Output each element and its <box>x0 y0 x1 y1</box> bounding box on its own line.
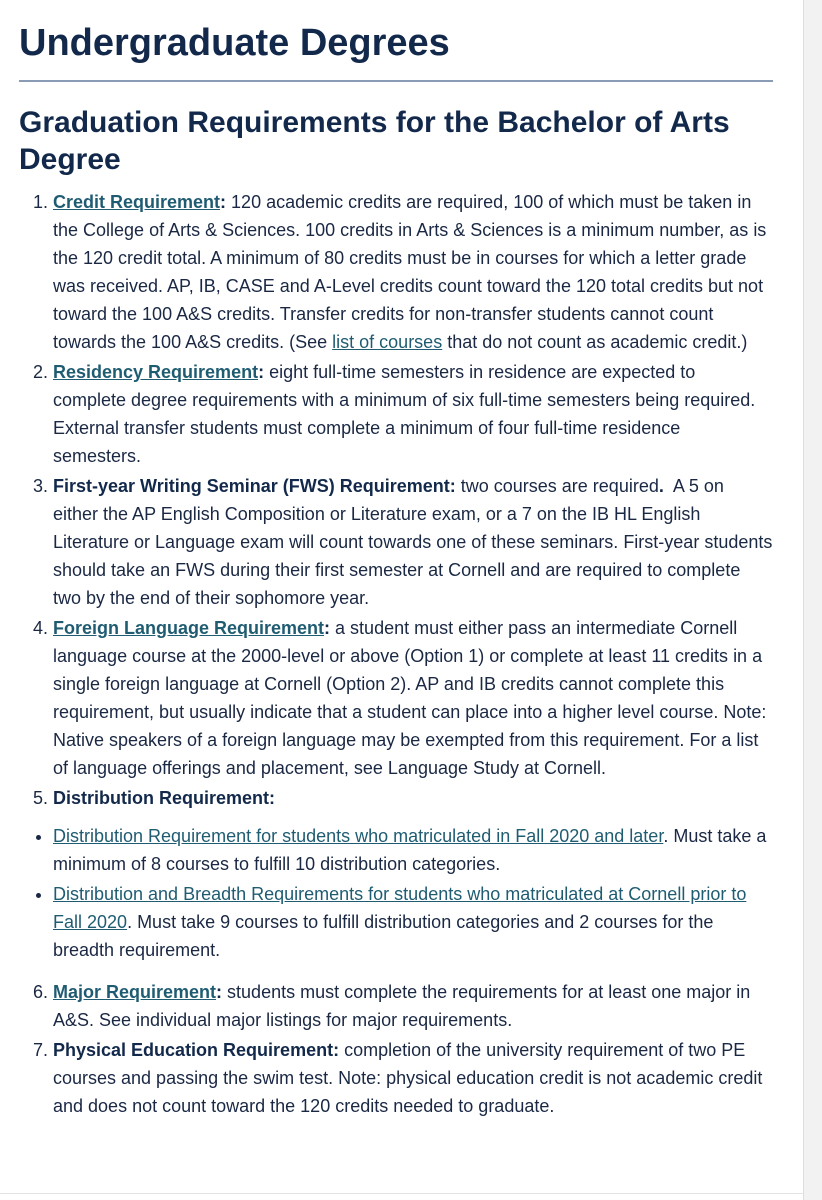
divider <box>0 1193 804 1194</box>
fws-requirement-text: two courses are required <box>460 476 659 496</box>
foreign-language-requirement-link[interactable]: Foreign Language Requirement <box>53 618 325 638</box>
bullet-text: . Must take 9 courses to fulfill distribution categories and 2 courses for the breadth requirement. <box>53 912 714 960</box>
distribution-fall-2020-link[interactable]: Distribution Requirement for students who matriculated in Fall 2020 and later <box>53 826 664 846</box>
section-heading: Graduation Requirements for the Bachelor of Arts Degree <box>19 106 730 176</box>
major-requirement-text: students must complete the requirements for at least one major in A&S. See individual major listings for major requirements. <box>53 982 751 1030</box>
distribution-breadth-prior-link[interactable]: Distribution and Breadth Requirements for students who matriculated at Cornell prior to Fall 2020 <box>53 884 747 932</box>
vertical-scrollbar[interactable] <box>803 0 822 1200</box>
colon: : <box>324 618 331 638</box>
colon: : <box>258 362 265 382</box>
major-requirement-link[interactable]: Major Requirement <box>53 982 217 1002</box>
list-of-courses-link[interactable]: list of courses <box>332 332 443 352</box>
credit-requirement-text: 120 academic credits are required, 100 of which must be taken in the College of Arts & Sciences. 100 credits in Arts & Sciences is a minimum number, as is the 120 credit total. A minimum of 80 credits must be in courses for which a letter grade was received. AP, IB, CASE and A-Level credits count toward the 120 total credits but not toward the 100 A&S credits. Transfer credits for non-transfer students cannot count towards the 100 A&S credits. (See <box>53 192 767 352</box>
bullet-item <box>53 822 773 878</box>
list-item-residency <box>53 358 773 470</box>
period: . <box>658 476 664 496</box>
residency-requirement-link[interactable]: Residency Requirement <box>53 362 259 382</box>
physical-education-requirement-text: completion of the university requirement of two PE courses and passing the swim test. Note: physical education credit is not academic credit and does not count toward the 120 credits needed to graduate. <box>53 1040 763 1116</box>
list-item-major <box>53 978 773 1034</box>
distribution-requirement-label: Distribution Requirement: <box>53 788 276 808</box>
fws-requirement-label: First-year Writing Seminar (FWS) Requirement: <box>53 476 456 496</box>
physical-education-requirement-label: Physical Education Requirement: <box>53 1040 340 1060</box>
credit-requirement-link[interactable]: Credit Requirement <box>53 192 221 212</box>
colon: : <box>220 192 227 212</box>
distribution-bullets <box>19 822 773 964</box>
foreign-language-requirement-text: a student must either pass an intermediate Cornell language course at the 2000-level or above (Option 1) or complete at least 11 credits in a single foreign language at Cornell (Option 2). AP and IB credits cannot complete this requirement, but usually indicate that a student can place into a higher level course. Note: Native speakers of a foreign language may be exempted from this requirement. For a list of language offerings and placement, see Language Study at Cornell. <box>53 618 767 778</box>
list-item-distribution <box>53 784 773 964</box>
list-item-foreign-language <box>53 614 773 782</box>
bullet-text: . Must take a minimum of 8 courses to fulfill 10 distribution categories. <box>53 826 767 874</box>
bullet-item <box>53 880 773 964</box>
list-item-credit <box>53 188 773 356</box>
list-item-physical-education <box>53 1036 773 1120</box>
credit-requirement-tail: that do not count as academic credit.) <box>442 332 748 352</box>
page-title: Undergraduate Degrees <box>19 18 773 82</box>
list-item-fws <box>53 472 773 612</box>
main-content <box>19 0 773 1122</box>
fws-requirement-text-2: A 5 on either the AP English Composition or Literature exam, or a 7 on the IB HL English Literature or Language exam will count towards one of these seminars. First-year students should take an FWS during their first semester at Cornell and are required to complete two by the end of their sophomore year. <box>53 476 773 608</box>
requirements-list <box>19 188 773 1120</box>
colon: : <box>216 982 223 1002</box>
residency-requirement-text: eight full-time semesters in residence are expected to complete degree requirements with a minimum of six full-time semesters being required. External transfer students must complete a minimum of four full-time residence semesters. <box>53 362 756 466</box>
